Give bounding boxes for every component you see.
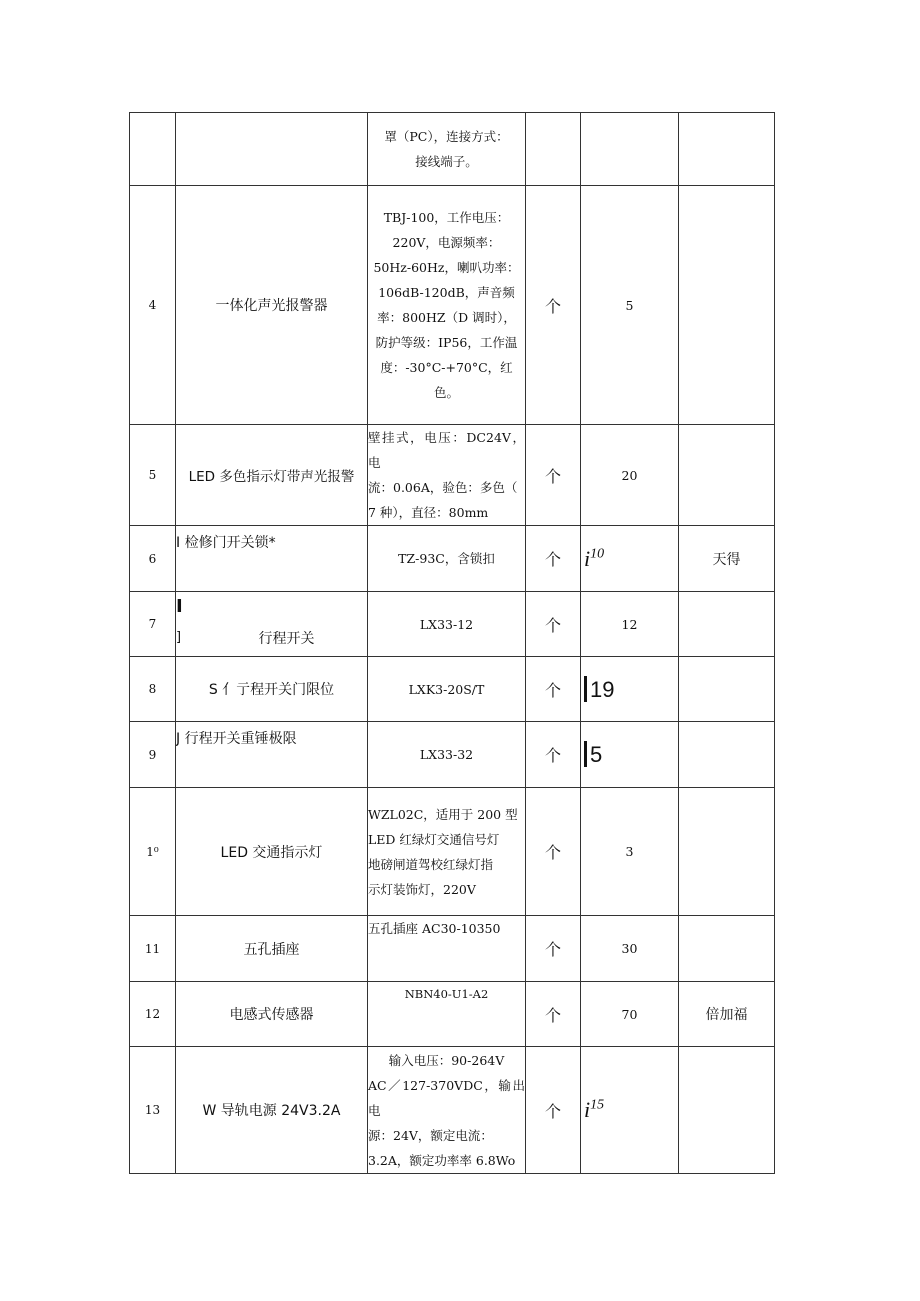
item-spec: NBN40-U1-A2 bbox=[368, 982, 526, 1047]
table-row bbox=[130, 982, 775, 1047]
item-name: I 检修门开关锁* bbox=[176, 526, 368, 592]
row-number: 8 bbox=[130, 657, 176, 722]
table-row bbox=[130, 425, 775, 526]
row-number: 6 bbox=[130, 526, 176, 592]
item-name: 电感式传感器 bbox=[176, 982, 368, 1047]
item-name: 五孔插座 bbox=[176, 916, 368, 982]
item-unit: 个 bbox=[526, 982, 581, 1047]
item-quantity: 30 bbox=[581, 916, 679, 982]
item-quantity bbox=[581, 113, 679, 186]
item-quantity: 3 bbox=[581, 788, 679, 916]
table-row bbox=[130, 916, 775, 982]
table-row bbox=[130, 788, 775, 916]
row-number: 4 bbox=[130, 186, 176, 425]
item-name: W 导轨电源 24V3.2A bbox=[176, 1047, 368, 1174]
item-name: I ] 行程开关 bbox=[176, 592, 368, 657]
item-brand bbox=[679, 113, 775, 186]
item-quantity: 5 bbox=[581, 186, 679, 425]
row-number: 7 bbox=[130, 592, 176, 657]
item-spec: TBJ-100，工作电压： 220V，电源频率： 50Hz-60Hz，喇叭功率： 106dB-120dB，声音频 率：800HZ（D 调时）， 防护等级：IP56，工作温 度：-30°C-+70°C，红色。 bbox=[368, 186, 526, 425]
item-spec: 壁挂式，电压：DC24V，电 流：0.06A，验色：多色（ 7 种），直径：80mm bbox=[368, 425, 526, 526]
table-row bbox=[130, 592, 775, 657]
row-number: 9 bbox=[130, 722, 176, 788]
row-number bbox=[130, 113, 176, 186]
item-unit: 个 bbox=[526, 916, 581, 982]
item-name: J 行程开关重锤极限 bbox=[176, 722, 368, 788]
item-unit: 个 bbox=[526, 592, 581, 657]
row-number: 11 bbox=[130, 916, 176, 982]
item-quantity: 19 bbox=[581, 657, 679, 722]
table-row bbox=[130, 526, 775, 592]
item-spec: TZ-93C，含锁扣 bbox=[368, 526, 526, 592]
item-unit: 个 bbox=[526, 657, 581, 722]
item-brand bbox=[679, 592, 775, 657]
item-quantity: 20 bbox=[581, 425, 679, 526]
item-name: LED 多色指示灯带声光报警 bbox=[176, 425, 368, 526]
item-spec: WZL02C，适用于 200 型 LED 红绿灯交通信号灯 地磅闸道驾校红绿灯指 示灯装饰灯，220V bbox=[368, 788, 526, 916]
item-brand bbox=[679, 916, 775, 982]
item-unit: 个 bbox=[526, 722, 581, 788]
item-spec: LXK3-20S/T bbox=[368, 657, 526, 722]
table-row bbox=[130, 113, 775, 186]
table-row bbox=[130, 1047, 775, 1174]
item-brand bbox=[679, 722, 775, 788]
item-brand bbox=[679, 1047, 775, 1174]
item-name bbox=[176, 113, 368, 186]
item-unit: 个 bbox=[526, 526, 581, 592]
row-number: 1⁰ bbox=[130, 788, 176, 916]
table-row bbox=[130, 657, 775, 722]
item-brand bbox=[679, 788, 775, 916]
item-name: LED 交通指示灯 bbox=[176, 788, 368, 916]
item-spec: 五孔插座 AC30-10350 bbox=[368, 916, 526, 982]
item-unit: 个 bbox=[526, 788, 581, 916]
item-brand bbox=[679, 186, 775, 425]
item-brand: 天得 bbox=[679, 526, 775, 592]
item-spec: LX33-32 bbox=[368, 722, 526, 788]
equipment-spec-table bbox=[129, 112, 775, 1174]
item-unit bbox=[526, 113, 581, 186]
item-unit: 个 bbox=[526, 186, 581, 425]
item-unit: 个 bbox=[526, 1047, 581, 1174]
item-brand bbox=[679, 657, 775, 722]
item-quantity: 70 bbox=[581, 982, 679, 1047]
item-name: 一体化声光报警器 bbox=[176, 186, 368, 425]
table-row bbox=[130, 722, 775, 788]
item-name: S 亻亍程开关门限位 bbox=[176, 657, 368, 722]
scan-artifact-bar bbox=[584, 741, 587, 767]
scan-artifact-bar bbox=[584, 676, 587, 702]
item-spec: LX33-12 bbox=[368, 592, 526, 657]
item-brand: 倍加福 bbox=[679, 982, 775, 1047]
item-unit: 个 bbox=[526, 425, 581, 526]
item-quantity: 12 bbox=[581, 592, 679, 657]
row-number: 13 bbox=[130, 1047, 176, 1174]
item-quantity: $i^{10}$ bbox=[581, 526, 679, 592]
item-spec: 罩（PC），连接方式： 接线端子。 bbox=[368, 113, 526, 186]
item-quantity: $i^{15}$ bbox=[581, 1047, 679, 1174]
row-number: 12 bbox=[130, 982, 176, 1047]
row-number: 5 bbox=[130, 425, 176, 526]
item-spec: 输入电压：90-264V AC／127-370VDC，输出电 源：24V，额定电流： 3.2A，额定功率率 6.8Wo bbox=[368, 1047, 526, 1174]
item-quantity: 5 bbox=[581, 722, 679, 788]
item-brand bbox=[679, 425, 775, 526]
table-row bbox=[130, 186, 775, 425]
